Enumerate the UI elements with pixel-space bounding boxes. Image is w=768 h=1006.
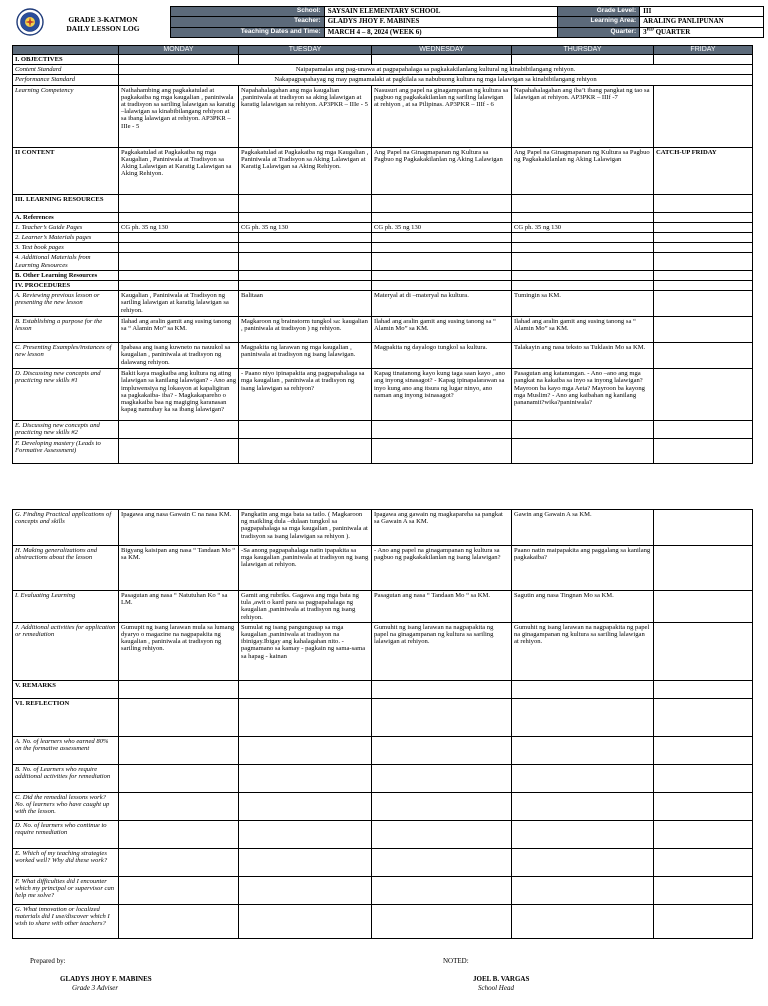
grade-section-title: GRADE 3-KATMON [68,15,138,24]
day-cell [372,820,512,848]
table-row [13,680,753,698]
day-cell [654,243,753,253]
standard-cell: Naipapamalas ang pag-unawa at pagpapahalaga sa pagkakakilanlang kultural ng kinabibilangang rehiyon. [119,65,753,75]
table-row [13,591,753,623]
day-cell [119,820,239,848]
day-cell [512,764,654,792]
day-cell [654,820,753,848]
table-row [13,698,753,736]
day-cell [654,253,753,270]
learning-area-label: Learning Area: [558,17,640,27]
table-row [13,876,753,904]
day-cell [239,253,372,270]
learning-area-value: ARALING PANLIPUNAN [640,17,764,27]
day-cell [239,55,372,65]
day-cell [512,281,654,291]
row-label: E. Which of my teaching strategies worked well? Why did these work? [13,848,119,876]
table-row [13,194,753,212]
table-row [13,904,753,938]
day-cell [119,281,239,291]
day-cell: Pasagutan ang nasa “ Natutuhan Ko “ sa LM. [119,591,239,623]
quarter-suffix: RD [646,27,654,33]
row-label: 1. Teacher’s Guide Pages [13,222,119,232]
day-cell: CG ph. 35 ng 130 [372,222,512,232]
day-cell [512,792,654,820]
day-cell: Magpakita ng dayalogo tungkol sa kultura. [372,343,512,369]
day-cell [119,212,239,222]
row-label: D. No. of learners who continue to require remediation [13,820,119,848]
day-cell [512,438,654,463]
noted-label: NOTED: [443,957,469,965]
teaching-dates-label: Teaching Dates and Time: [171,27,325,37]
day-cell [654,764,753,792]
row-label: III. LEARNING RESOURCES [13,194,119,212]
day-cell [239,736,372,764]
day-header-blank [13,46,119,55]
day-cell: Ilahad ang aralin gamit ang susing tanong sa “ Alamin Mo” sa KM. [512,317,654,343]
day-cell [654,876,753,904]
day-cell: Sumulat ng isang pangungusap sa mga kaugalian ,paniniwala at tradisyon na ibinigay.Ibigay ang kahalagahan nito. - pagmamano sa kamay - pagkain ng sama-sama sa hapag - kainan [239,622,372,680]
table-row [13,281,753,291]
day-cell [654,546,753,591]
day-cell [239,243,372,253]
day-cell [654,369,753,421]
row-label: V. REMARKS [13,680,119,698]
table-row [13,75,753,85]
day-cell [654,317,753,343]
day-cell [654,736,753,764]
row-label: B. No. of Learners who require additional activities for remediation [13,764,119,792]
day-cell [512,233,654,243]
day-cell [239,438,372,463]
day-cell: CG ph. 35 ng 130 [239,222,372,232]
day-cell [372,421,512,438]
row-label: C. Presenting Examples/instances of new lesson [13,343,119,369]
day-cell [654,85,753,147]
day-cell: Balitaan [239,291,372,317]
day-cell [372,438,512,463]
row-label: J. Additional activities for application or remediation [13,622,119,680]
table-row [13,317,753,343]
day-cell [654,194,753,212]
day-cell [654,222,753,232]
day-cell [654,698,753,736]
day-cell [512,421,654,438]
day-header: MONDAY [119,46,239,55]
table-row [13,510,753,546]
day-cell [372,253,512,270]
row-label: D. Discussing new concepts and practicing new skills #1 [13,369,119,421]
day-cell: Sagutin ang nasa Tingnan Mo sa KM. [512,591,654,623]
day-cell [239,233,372,243]
day-cell [119,253,239,270]
teacher-value: GLADYS JHOY F. MABINES [324,17,558,27]
day-cell: Pangkatin ang mga bata sa tatlo. ( Magkaroon ng maikling dula –dulaan tungkol sa pagpapahalaga sa mga kaugalian , paniniwala at tradisyon sa isang lalawigan sa rehiyon ). [239,510,372,546]
day-cell [372,194,512,212]
table-row [13,85,753,147]
day-cell: Pagkakatulad at Pagkakaiba ng mga Kaugalian , Paniniwala at Tradisyon sa Aking Lalawigan at Karatig Lalawigan sa Aking Rehiyon. [119,147,239,194]
day-cell: -Sa anong pagpapahalaga natin ipapakita sa mga kaugalian ,paniniwala at tradisyon ng isang lalawigan at rehiyon. [239,546,372,591]
day-cell [372,55,512,65]
day-cell [119,233,239,243]
teaching-dates-value: MARCH 4 – 8, 2024 (WEEK 6) [324,27,558,37]
day-cell [512,243,654,253]
day-cell [512,698,654,736]
table-row [13,736,753,764]
day-cell [654,55,753,65]
day-cell: Kaugalian , Paniniwala at Tradisyon ng sariling lalawigan at karatig lalawigan sa rehiyon. [119,291,239,317]
day-cell [239,680,372,698]
preparer-name: GLADYS JHOY F. MABINES [60,975,152,983]
day-cell [239,820,372,848]
row-label: E. Discussing new concepts and practicing new skills #2 [13,421,119,438]
row-label: A. No. of learners who earned 80% on the formative assessment [13,736,119,764]
day-cell [512,876,654,904]
day-header-row [13,46,753,55]
day-cell [239,212,372,222]
day-cell: Gamit ang rubriks. Gagawa ang mga bata ng tula ,awit o kard para sa pagpapahalaga ng kaugalian ,paniniwala at tradisyon ng isang rehiyon. [239,591,372,623]
row-label: II CONTENT [13,147,119,194]
table-row [13,343,753,369]
day-cell [372,212,512,222]
preparer-role: Grade 3 Adviser [72,984,119,992]
grade-level-value: III [640,7,764,17]
day-header: WEDNESDAY [372,46,512,55]
day-header: TUESDAY [239,46,372,55]
day-cell: - Ano ang papel na ginagampanan ng kultura sa pagbuo ng pagkakakilanlan ng isang lalawigan? [372,546,512,591]
table-row [13,243,753,253]
table-row [13,369,753,421]
table-row [13,622,753,680]
day-cell [372,680,512,698]
day-cell: Magpakita ng larawan ng mga kaugalian , paniniwala at tradisyon ng isang lalawigan. [239,343,372,369]
day-cell [372,233,512,243]
day-cell: Pagkakatulad at Pagkakaiba ng mga Kaugalian , Paniniwala at Tradisyon sa Aking Lalawigan at Karatig Lalawigan sa Aking Rehiyon. [239,147,372,194]
day-cell [372,698,512,736]
day-cell [654,848,753,876]
day-cell [119,792,239,820]
day-cell [239,904,372,938]
day-cell [512,904,654,938]
school-label: School: [171,7,325,17]
day-cell [372,270,512,280]
school-head-name: JOEL B. VARGAS [473,975,530,983]
table-row [13,421,753,438]
quarter-label: Quarter: [558,27,640,37]
row-label: I. Evaluating Learning [13,591,119,623]
row-label: F. Developing mastery (Leads to Formative Assessment) [13,438,119,463]
row-label: B. Establishing a purpose for the lesson [13,317,119,343]
day-cell [654,291,753,317]
day-cell [239,421,372,438]
day-cell [119,698,239,736]
table-row [13,212,753,222]
day-header: FRIDAY [654,46,753,55]
day-cell [239,876,372,904]
lesson-log-title [48,15,158,33]
day-cell: CG ph. 35 ng 130 [119,222,239,232]
header [12,6,752,38]
day-cell [119,438,239,463]
row-label: Performance Standard [13,75,119,85]
school-head-role: School Head [478,984,514,992]
quarter-value [640,27,764,37]
table-row [13,438,753,463]
day-cell [654,281,753,291]
day-cell [239,698,372,736]
row-label: VI. REFLECTION [13,698,119,736]
day-cell [372,876,512,904]
day-cell [372,848,512,876]
row-label: B. Other Learning Resources [13,270,119,280]
day-cell: Gumupit ng isang larawan mula sa lumang dyaryo o magazine na nagpapakita ng kaugalian , paniniwala at tradisyon ng sariling rehiyon. [119,622,239,680]
day-cell [654,233,753,243]
lesson-log-table-part-2 [12,509,753,939]
day-cell [239,792,372,820]
day-cell: Bigyang kaisipan ang nasa “ Tandaan Mo “ sa KM. [119,546,239,591]
day-cell [239,764,372,792]
header-info-table [170,6,764,38]
day-cell [119,680,239,698]
day-cell [239,848,372,876]
day-cell: Paano natin maipapakita ang paggalang sa kanilang pagkakaiba? [512,546,654,591]
table-row [13,848,753,876]
day-cell: Materyal at di –materyal na kultura. [372,291,512,317]
day-cell: Ilahad ang aralin gamit ang susing tanong sa “ Alamin Mo” sa KM. [119,317,239,343]
day-cell [654,622,753,680]
day-cell: Gawin ang Gawain A sa KM. [512,510,654,546]
table-row [13,233,753,243]
day-cell [119,736,239,764]
day-cell: Kapag tinatanong kayo kung taga saan kayo , ano ang inyong sinasagot? - Kapag ipinapalarawan sa inyo kung ano ang itsura ng lugar ninyo, ano naman ang inyong isinasagot? [372,369,512,421]
day-cell [119,55,239,65]
day-cell [372,764,512,792]
day-cell [654,212,753,222]
day-cell [512,680,654,698]
day-cell: Ipabasa ang isang kuwneto na nauukol sa kaugalian , paniniwala at tradisyon ng dalawang rehiyon. [119,343,239,369]
grade-level-label: Grade Level: [558,7,640,17]
day-cell [119,848,239,876]
day-cell: Ipagawa ang nasa Gawain C na nasa KM. [119,510,239,546]
day-cell [239,281,372,291]
day-cell: Nasusuri ang papel na ginagampanan ng kultura sa pagbuo ng pagkakakilanlan ng sariling lalawigan at rehiyon , at sa Pilipinas. AP3PKR – IIIf - 6 [372,85,512,147]
day-cell: Tumingin sa KM. [512,291,654,317]
day-cell: Ang Papel na Ginagmapanan ng Kultura sa Pagbuo ng Pagkakakilanlan ng Aking Lalawigan [512,147,654,194]
day-cell [512,270,654,280]
day-cell [372,281,512,291]
row-label: 3. Text book pages [13,243,119,253]
day-cell [119,243,239,253]
row-label: F. What difficulties did I encounter which my principal or supervisor can help me solve? [13,876,119,904]
quarter-word: QUARTER [653,27,691,36]
deped-seal-icon [16,8,44,36]
day-cell [372,736,512,764]
row-label: H. Making generalizations and abstractions about the lesson [13,546,119,591]
day-cell [654,680,753,698]
day-cell: CG ph. 35 ng 130 [512,222,654,232]
day-cell [512,736,654,764]
table-row [13,253,753,270]
day-cell [512,194,654,212]
day-cell [119,194,239,212]
day-cell [119,764,239,792]
table-row [13,792,753,820]
table-row [13,65,753,75]
row-label: Learning Competency [13,85,119,147]
day-cell: - Paano niyo ipinapakita ang pagpapahalaga sa mga kaugalian , paniniwala at tradisyon ng isang lalawigan sa rehiyon? [239,369,372,421]
row-label: 2. Learner’s Materials pages [13,233,119,243]
day-cell [119,876,239,904]
day-cell: Pasagutan ang nasa “ Tandaan Mo “ sa KM. [372,591,512,623]
row-label: G. What innovation or localized materials did I use/discover which I wish to share with other teachers? [13,904,119,938]
day-cell [119,270,239,280]
row-label: A. References [13,212,119,222]
day-cell: Napahahalagahan ang mga kaugalian ,paniniwala at tradisyon sa aking lalawigan at karatig lalawigan sa rehiyon. AP3PKR – IIIe - 5 [239,85,372,147]
day-cell: Ang Papel na Ginagmapanan ng Kultura sa Pagbuo ng Pagkakakilanlan ng Aking Lalawigan [372,147,512,194]
daily-lesson-log-title: DAILY LESSON LOG [66,24,140,33]
day-cell: CATCH-UP FRIDAY [654,147,753,194]
day-cell: Bakit kaya magkaiba ang kultura ng ating lalawigan sa kanilang lalawigan? - Ano ang impluwensiya ng lokasyon at kapaligiran sa pagkakaiba- iba? - Magkakapareho o magkakaiba baa ng magiging karanasan kapag namuhay ka sa ibang lalawigan? [119,369,239,421]
day-cell [239,194,372,212]
school-value: SAYSAIN ELEMENTARY SCHOOL [324,7,558,17]
day-cell: Magkaroon ng brainstorm tungkol sa: kaugalian , paniniwala at tradisyon ) ng rehiyon. [239,317,372,343]
teacher-label: Teacher: [171,17,325,27]
row-label: C. Did the remedial lessons work? No. of learners who have caught up with the lesson. [13,792,119,820]
day-cell [512,253,654,270]
day-cell: Ipagawa ang gawain ng magkapareha sa pangkat sa Gawain A sa KM. [372,510,512,546]
day-cell: Naihahambing ang pagkakatulad at pagkakaiba ng mga kaugalian , paniniwala at tradisyon sa sariling lalawigan sa karatig –lalawigan sa kinabibilangang rehiyon at sa ibang lalawigan at rehiyon. AP3PKR – IIIe - 5 [119,85,239,147]
day-cell [119,421,239,438]
row-label: A. Reviewing previous lesson or presenting the new lesson [13,291,119,317]
day-cell: Pasagutan ang katanungan. - Ano –ano ang mga pangkat na kakaiba sa inyo sa inyong lalawigan? Mayroon ba kayo mga Aeta? Mayroon ba kayong mga Muslim? - Ano ang kaibahan ng kanilang pananamit?wika?paniniwala? [512,369,654,421]
lesson-log-table-part-1 [12,45,753,464]
row-label: G. Finding Practical applications of concepts and skills [13,510,119,546]
day-header: THURSDAY [512,46,654,55]
day-cell [654,591,753,623]
table-row [13,270,753,280]
day-cell [654,904,753,938]
day-cell [512,820,654,848]
prepared-by-label: Prepared by: [30,957,66,965]
day-cell [654,510,753,546]
day-cell [512,212,654,222]
day-cell [654,270,753,280]
row-label: Content Standard [13,65,119,75]
day-cell [372,904,512,938]
table-row [13,222,753,232]
row-label: IV. PROCEDURES [13,281,119,291]
day-cell [119,904,239,938]
day-cell: Napahahalagahan ang iba’t ibang pangkat ng tao sa lalawigan at rehiyon. AP3PKR – IIIf -7 [512,85,654,147]
standard-cell: Nakapagpapahayag ng may pagmamalaki at pagkilala sa nabubuong kultura ng mga lalawigan sa kinabibilangang rehiyon [119,75,753,85]
day-cell [654,343,753,369]
day-cell: Ilahad ang aralin gamit ang susing tanong sa “ Alamin Mo” sa KM. [372,317,512,343]
table-row [13,147,753,194]
table-row [13,764,753,792]
day-cell [372,243,512,253]
table-row [13,546,753,591]
day-cell: Gumuhit ng isang larawan na nagpapakita ng papel na ginagampanan ng kultura sa sariling lalawigan at rehiyon. [372,622,512,680]
table-row [13,820,753,848]
day-cell [512,848,654,876]
day-cell [512,55,654,65]
table-row [13,291,753,317]
day-cell [654,421,753,438]
day-cell [654,792,753,820]
day-cell: Talakayin ang nasa teksto sa Tuklasin Mo sa KM. [512,343,654,369]
table-row [13,55,753,65]
quarter-number: 3 [643,27,647,36]
row-label: I. OBJECTIVES [13,55,119,65]
day-cell [654,438,753,463]
row-label: 4. Additional Materials from Learning Resources [13,253,119,270]
day-cell: Gumuhit ng isang larawan na nagpapakita ng papel na ginagampanan ng kultura sa sariling lalawigan at rehiyon. [512,622,654,680]
day-cell [239,270,372,280]
day-cell [372,792,512,820]
